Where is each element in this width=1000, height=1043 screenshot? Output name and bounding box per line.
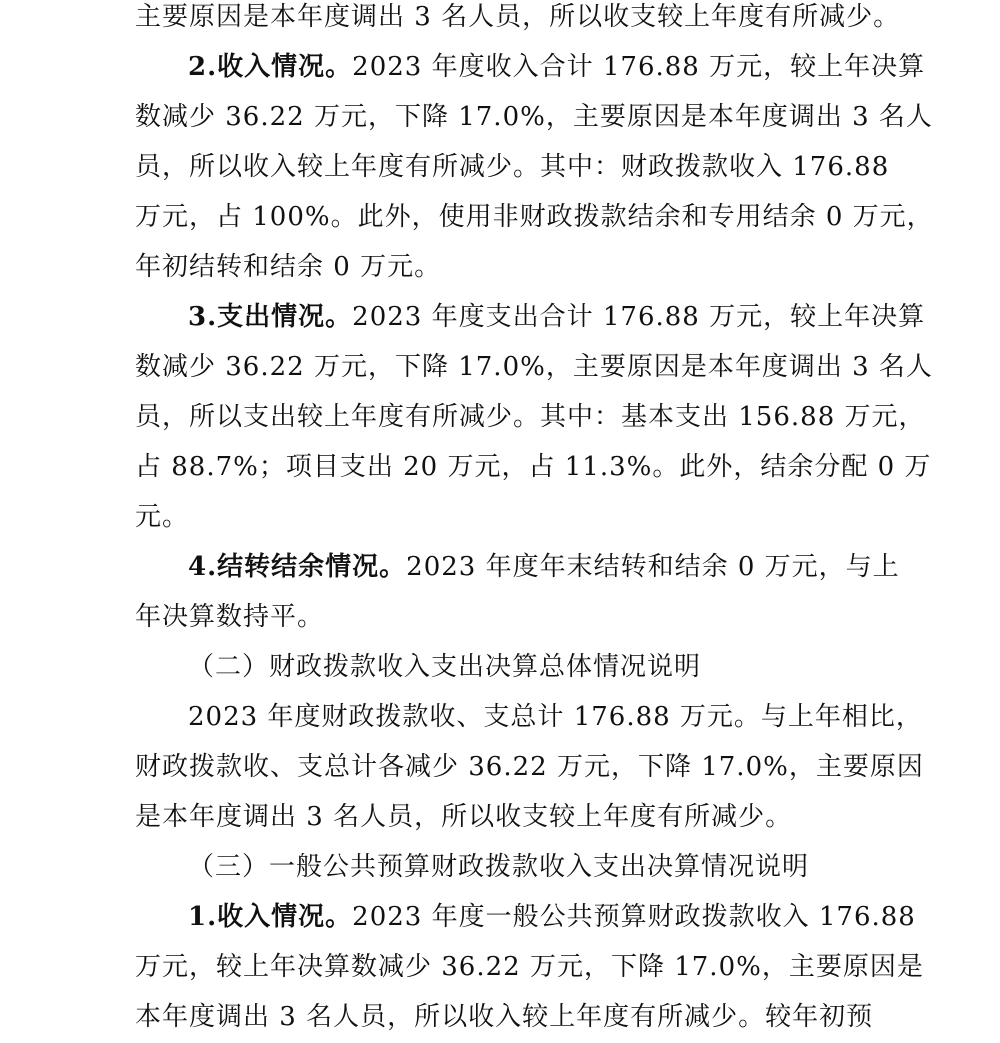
text-line	[135, 842, 885, 892]
line-text: 2023 年度年末结转和结余 0 万元，与上	[406, 552, 900, 582]
line-text: 本年度调出 3 名人员，所以收入较上年度有所减少。较年初预	[135, 1002, 874, 1032]
line-text: 占 88.7%；项目支出 20 万元，占 11.3%。此外，结余分配 0 万	[135, 452, 932, 482]
paragraph	[135, 0, 901, 42]
text-line	[135, 342, 933, 392]
line-text: 数减少 36.22 万元，下降 17.0%，主要原因是本年度调出 3 名人	[135, 352, 933, 382]
paragraph-lead: 3.支出情况。	[188, 302, 353, 332]
text-line	[135, 92, 933, 142]
line-text: 财政拨款收、支总计各减少 36.22 万元，下降 17.0%，主要原因	[135, 752, 924, 782]
line-text: 万元，占 100%。此外，使用非财政拨款结余和专用结余 0 万元，	[135, 202, 934, 232]
text-line	[135, 992, 885, 1042]
paragraph	[135, 42, 934, 292]
text-line	[135, 892, 916, 942]
line-text: 2023 年度收入合计 176.88 万元，较上年决算	[352, 52, 926, 82]
text-line	[135, 642, 885, 692]
paragraph-lead: 1.收入情况。	[188, 902, 353, 932]
line-text: 万元，较上年决算数减少 36.22 万元，下降 17.0%，主要原因是	[135, 952, 924, 982]
line-text: 主要原因是本年度调出 3 名人员，所以收支较上年度有所减少。	[135, 2, 901, 32]
text-line	[135, 692, 923, 742]
paragraph	[135, 542, 900, 642]
line-text: （二）财政拨款收入支出决算总体情况说明	[188, 652, 702, 682]
line-text: 年决算数持平。	[135, 602, 325, 632]
text-line	[135, 142, 890, 192]
line-text: 2023 年度一般公共预算财政拨款收入 176.88	[352, 902, 916, 932]
paragraph	[135, 892, 924, 1042]
text-line	[135, 742, 924, 792]
text-line	[135, 0, 901, 42]
text-line	[135, 942, 924, 992]
text-line	[135, 442, 932, 492]
line-text: 2023 年度支出合计 176.88 万元，较上年决算	[352, 302, 926, 332]
text-line	[135, 542, 900, 592]
line-text: 是本年度调出 3 名人员，所以收支较上年度有所减少。	[135, 802, 793, 832]
line-text: （三）一般公共预算财政拨款收入支出决算情况说明	[188, 852, 810, 882]
text-line	[135, 292, 926, 342]
paragraph	[135, 292, 933, 542]
text-line	[135, 242, 885, 292]
section-heading	[135, 642, 885, 692]
text-line	[135, 492, 885, 542]
line-text: 员，所以收入较上年度有所减少。其中：财政拨款收入 176.88	[135, 152, 890, 182]
document-page	[135, 0, 934, 1042]
line-text: 元。	[135, 502, 190, 532]
line-text: 数减少 36.22 万元，下降 17.0%，主要原因是本年度调出 3 名人	[135, 102, 933, 132]
text-line	[135, 392, 926, 442]
text-line	[135, 592, 885, 642]
paragraph	[135, 692, 924, 842]
text-line	[135, 792, 885, 842]
paragraph-lead: 4.结转结余情况。	[188, 552, 407, 582]
section-heading	[135, 842, 885, 892]
paragraph-lead: 2.收入情况。	[188, 52, 353, 82]
line-text: 年初结转和结余 0 万元。	[135, 252, 442, 282]
text-line	[135, 192, 934, 242]
line-text: 员，所以支出较上年度有所减少。其中：基本支出 156.88 万元，	[135, 402, 926, 432]
text-line	[135, 42, 926, 92]
line-text: 2023 年度财政拨款收、支总计 176.88 万元。与上年相比，	[188, 702, 923, 732]
